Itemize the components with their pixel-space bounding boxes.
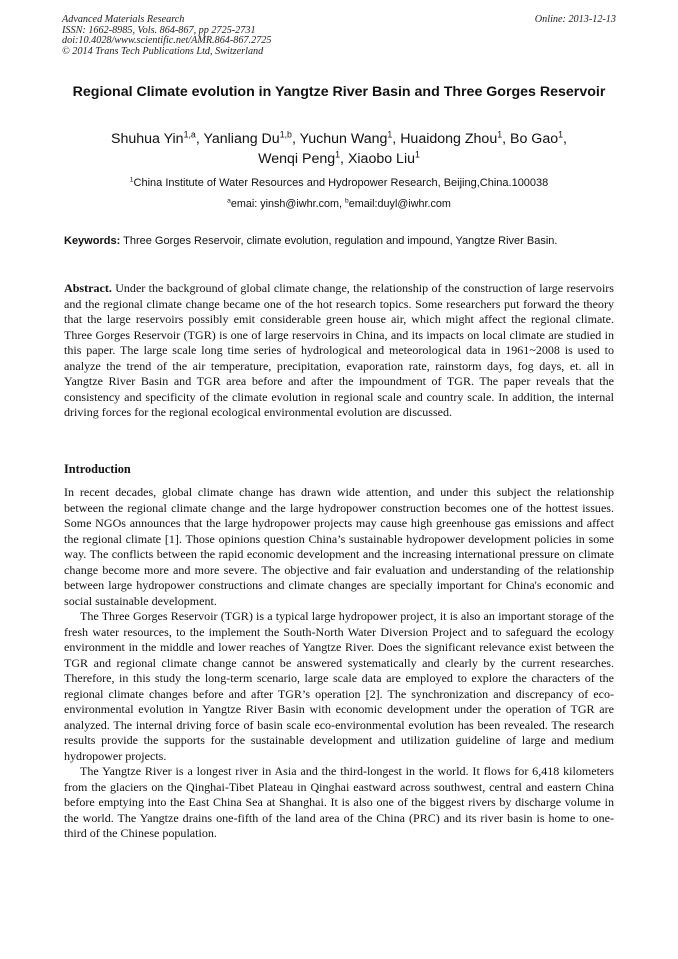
author-affiliation-mark: 1,b [279,129,292,140]
author-affiliation-mark: 1 [415,148,420,159]
abstract [64,281,614,421]
online-date: Online: 2013-12-13 [534,14,616,25]
introduction-body [64,485,614,842]
email-a: emai: yinsh@iwhr.com, [230,198,345,210]
issn-line: ISSN: 1662-8985, Vols. 864-867, pp 2725-2731 [62,24,256,36]
affiliation-text: China Institute of Water Resources and Hydropower Research, Beijing,China.100038 [133,177,549,189]
journal-header [62,15,616,57]
author-affiliation-mark: 1 [497,129,503,140]
paper-title: Regional Climate evolution in Yangtze River Basin and Three Gorges Reservoir [72,84,606,100]
email-mark-a: a [227,197,231,205]
abstract-label: Abstract. [64,281,112,295]
author-name: Huaidong Zhou [400,131,498,147]
author-name: Yanliang Du [203,131,280,147]
keywords-label: Keywords: [64,235,121,247]
author-name: Xiaobo Liu [347,150,415,167]
email-mark-b: b [345,197,349,205]
author-list: Shuhua Yin$^{1,a}$, Yanliang Du$^{1,b}$, Yuchun Wang$^1$, Huaidong Zhou$^1$, Bo Gao$^1$, Wenqi Peng$^1$, Xiaobo Liu$^1$ [110,129,567,167]
doi-line: doi:10.4028/www.scientific.net/AMR.864-867.2725 [62,35,272,46]
email-b: email:duyl@iwhr.com [348,198,451,210]
keywords [64,234,614,248]
author-name: Wenqi Peng [258,150,336,167]
introduction-heading: Introduction [64,462,131,476]
author-affiliation-mark: 1 [558,129,564,140]
copyright-line: © 2014 Trans Tech Publications Ltd, Switzerland [62,45,264,57]
author-name: Shuhua Yin [110,131,184,147]
author-emails [64,197,614,211]
affiliation-mark: 1 [129,176,134,184]
body-paragraph: The Yangtze River is a longest river in Asia and the third-longest in the world. It flows for 6,418 kilometers from the glaciers on the Qinghai-Tibet Plateau in Qinghai eastward across southwest, central and eastern China before emptying into the East China Sea at Shanghai. It is also one of the biggest rivers by discharge volume in the world. The Yangtze drains one-fifth of the land area of the China (PRC) and its river basin is home to one-third of the Chinese population. [64,764,614,840]
keywords-text: Three Gorges Reservoir, climate evolution, regulation and impound, Yangtze River Basin. [120,235,558,247]
abstract-text: Under the background of global climate change, the relationship of the construction of large reservoirs and the regional climate change became one of the hot research topics. Some researchers put forward the theory that the large reservoirs possibly emit considerable green house air, which might affect the regional climate. Three Gorges Reservoir (TGR) is one of large reservoirs in China, and its impacts on local climate are studied in this paper. The large scale long time series of hydrological and meteorological data in 1961~2008 is used to analyze the trend of the air temperature, precipitation, evaporation rate, rainstorm days, fog days, et. all in Yangtze River Basin and TGR area before and after the impoundment of TGR. The paper reveals that the consistency and specificity of the climate evolution in regional scale and country scale. In addition, the internal driving forces for the regional ecological environmental evolution are discussed. [64,281,614,419]
author-name: Yuchun Wang [299,131,388,147]
author-affiliation-mark: 1,a [183,129,196,140]
affiliation [64,176,614,190]
body-paragraph: In recent decades, global climate change has drawn wide attention, and under this subject the relationship between the regional climate change and the large hydropower construction becomes one of the hottest issues. Some NGOs announces that the large hydropower projects may cause high greenhouse gas emissions and affect the regional climate [1]. Those opinions question China’s sustainable hydropower development policies in some way. The conflicts between the rapid economic development and the increasing international pressure on climate change become more and more severe. The objective and fair evaluation and understanding of the relationship between large hydropower constructions and climate changes are specially important for China's economic and social sustainable development. [64,485,614,608]
author-affiliation-mark: 1 [387,129,393,140]
author-affiliation-mark: 1 [335,148,341,159]
journal-name: Advanced Materials Research [62,14,185,25]
author-name: Bo Gao [510,131,559,147]
body-paragraph: The Three Gorges Reservoir (TGR) is a typical large hydropower project, it is also an important storage of the fresh water resources, to the implement the South-North Water Diversion Project and to safeguard the ecology environment in the middle and lower reaches of Yangtze River. Does the significant relevance exist between the TGR and regional climate change cannot be answered systematically and clearly by the current researches. Therefore, in this study the long-term scenario, large scale data are employed to explore the characters of the regional climate changes before and after TGR’s operation [2]. The synchronization and discrepancy of eco-environmental evolution in Yangtze River Basin with economic development under the operation of TGR are analyzed. The internal driving force of basin scale eco-environmental evolution has been revealed. The research results provide the supports for the sustainable development and utilization guideline of large and medium hydropower projects. [64,609,614,763]
